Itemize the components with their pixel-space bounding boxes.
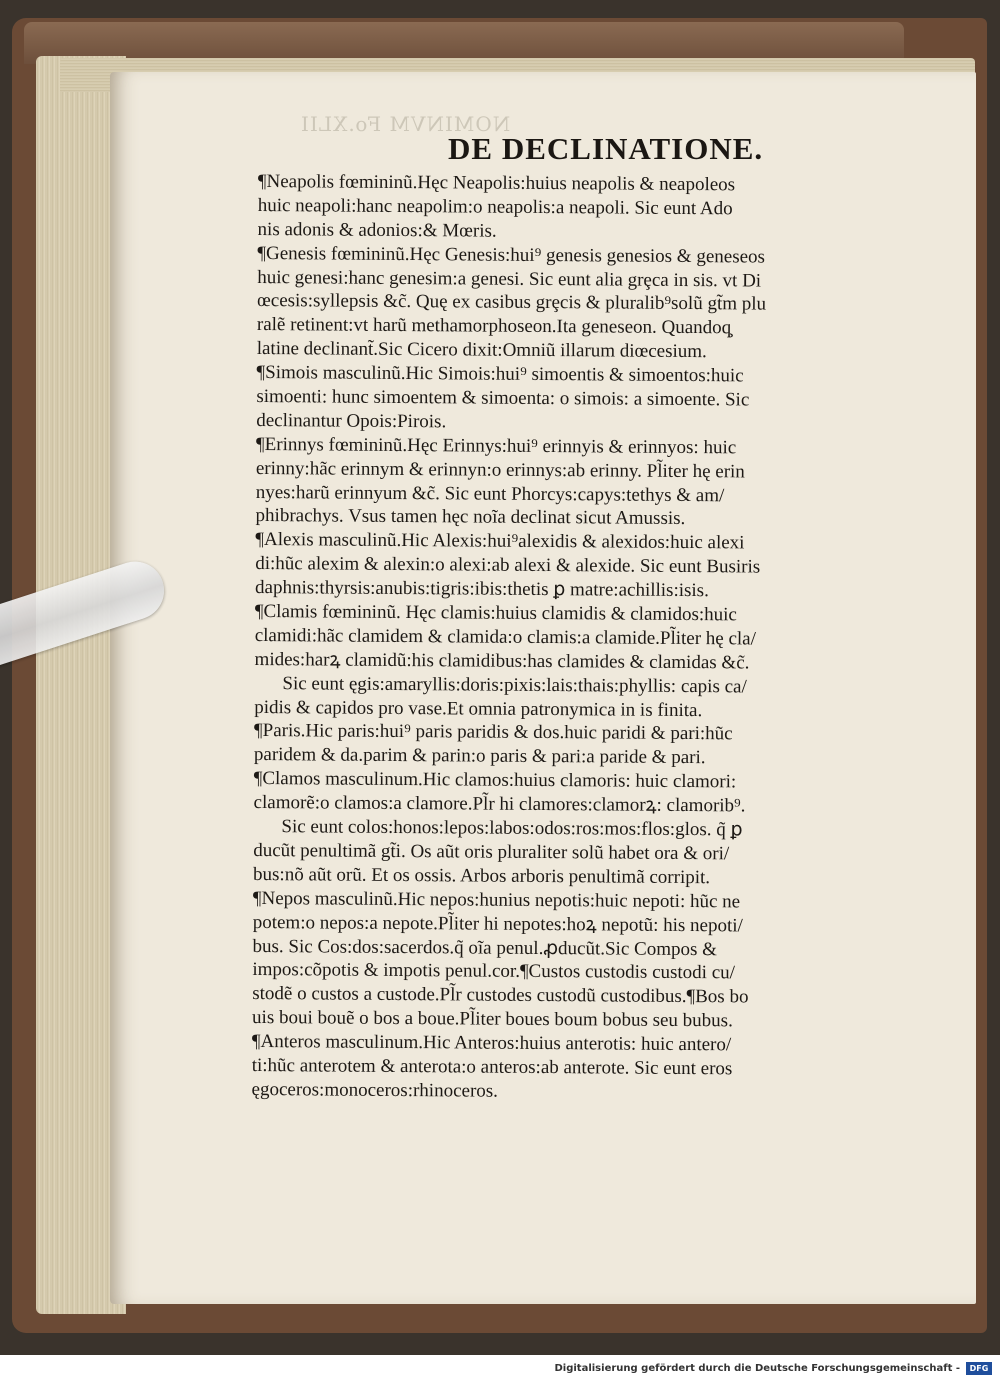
text-line: ¶Simois masculinũ.Hic Simois:hui⁹ simoentis & simoentos:huic bbox=[256, 362, 744, 387]
text-line: ¶Paris.Hic paris:hui⁹ paris paridis & dos.huic paridi & pari:hũc bbox=[254, 720, 733, 745]
text-line: ducũt penultimã gt̃i. Os aũt oris pluraliter solũ habet ora & ori/ bbox=[253, 839, 730, 865]
text-line: ¶Erinnys fœmininũ.Hęc Erinnys:hui⁹ erinnyis & erinnyos: huic bbox=[256, 433, 737, 459]
text-line: stodẽ o custos a custode.Pl̃r custodes custodũ custodibus.¶Bos bo bbox=[252, 983, 749, 1008]
text-line: erinny:hãc erinnym & erinnyn:o erinnys:ab erinny. Pl̃iter hę erin bbox=[255, 457, 745, 483]
page-title: DE DECLINATIONE. bbox=[448, 131, 764, 166]
text-line: ęgoceros:monoceros:rhinoceros. bbox=[251, 1078, 499, 1102]
text-line: huic genesi:hanc genesim:a genesi. Sic eunt alia grȩca in sis. vt Di bbox=[257, 266, 762, 292]
text-line: clamidi:hãc clamidem & clamida:o clamis:a clamide.Pl̃iter hę cla/ bbox=[254, 624, 757, 650]
page-body-text bbox=[251, 170, 887, 1106]
text-line: ralẽ retinent:vt harũ methamorphoseon.Ita geneseon. Quandoq̧ bbox=[256, 314, 732, 339]
text-line: declinantur Opois:Pirois. bbox=[256, 409, 447, 433]
text-line: di:hũc alexim & alexin:o alexi:ab alexi & alexide. Sic eunt Busiris bbox=[255, 553, 761, 578]
text-line: clamorẽ:o clamos:a clamore.Pl̃r hi clamores:clamorꝝ: clamorib⁹. bbox=[253, 792, 746, 817]
dfg-logo-icon: DFG bbox=[966, 1362, 992, 1375]
text-line: ¶Neapolis fœmininũ.Hęc Neapolis:huius neapolis & neapoleos bbox=[257, 170, 736, 196]
text-line: ti:hũc anterotem & anterota:o anteros:ab anterote. Sic eunt eros bbox=[251, 1054, 733, 1080]
text-line: nyes:harũ erinnyum &c̃. Sic eunt Phorcys:capys:tethys & am/ bbox=[255, 481, 725, 506]
text-line: daphnis:thyrsis:anubis:tigris:ibis:thetis ꝑ matre:achillis:isis. bbox=[255, 577, 709, 602]
text-line: pidis & capidos pro vase.Et omnia patronymica in is finita. bbox=[254, 696, 703, 721]
text-line: nis adonis & adonios:& Mœris. bbox=[257, 218, 497, 242]
footer-credit: Digitalisierung gefördert durch die Deutsche Forschungsgemeinschaft - bbox=[554, 1363, 960, 1374]
text-line: œcesis:syllepsis &c̃. Quę ex casibus grȩcis & pluralib⁹solũ gt̃m plu bbox=[257, 290, 767, 316]
text-line: Sic eunt colos:honos:lepos:labos:odos:ros:mos:flos:glos. q̃ ꝑ bbox=[281, 816, 743, 841]
text-line: ¶Clamis fœmininũ. Hęc clamis:huius clamidis & clamidos:huic bbox=[254, 601, 737, 626]
text-line: potem:o nepos:a nepote.Pl̃iter hi nepotes:hoꝝ nepotũ: his nepoti/ bbox=[252, 911, 743, 937]
text-line: bus:nõ aũt orũ. Et os ossis. Arbos arboris penultimã corripit. bbox=[253, 863, 711, 889]
text-line: paridem & da.parim & parin:o paris & pari:a paride & pari. bbox=[253, 744, 706, 769]
text-line: ¶Genesis fœmininũ.Hęc Genesis:hui⁹ genesis genesios & geneseos bbox=[257, 242, 766, 268]
text-line: latine declinant̃.Sic Cicero dixit:Omniũ illarum diœcesium. bbox=[256, 338, 707, 363]
text-line: ¶Anteros masculinum.Hic Anteros:huius anterotis: huic antero/ bbox=[251, 1031, 732, 1056]
text-line: ¶Alexis masculinũ.Hic Alexis:hui⁹alexidis & alexidos:huic alexi bbox=[255, 529, 745, 554]
text-line: ¶Clamos masculinum.Hic clamos:huius clamoris: huic clamori: bbox=[253, 768, 737, 793]
bleed-through-text: NOMINVM Fo.XLII bbox=[300, 112, 511, 136]
text-line: mides:harꝝ clamidũ:his clamidibus:has clamides & clamidas &c̃. bbox=[254, 648, 750, 674]
text-line: Sic eunt ęgis:amaryllis:doris:pixis:lais:thais:phyllis: capis ca/ bbox=[282, 672, 747, 698]
text-line: phibrachys. Vsus tamen hęc noĩa declinat sicut Amussis. bbox=[255, 505, 686, 530]
text-line: simoenti: hunc simoentem & simoenta: o simois: a simoente. Sic bbox=[256, 386, 750, 411]
text-line: uis boui bouẽ o bos a boue.Pl̃iter boues boum bobus seu bubus. bbox=[252, 1007, 733, 1032]
text-line: impos:cõpotis & impotis penul.cor.¶Custos custodis custodi cu/ bbox=[252, 959, 736, 984]
text-line: huic neapoli:hanc neapolim:o neapolis:a neapoli. Sic eunt Ado bbox=[257, 194, 733, 220]
text-line: ¶Nepos masculinũ.Hic nepos:hunius nepotis:huic nepoti: hũc ne bbox=[252, 887, 741, 913]
text-line: bus. Sic Cos:dos:sacerdos.q̃ oĩa penul.ꝓducũt.Sic Compos & bbox=[252, 935, 718, 960]
footer-bar bbox=[0, 1355, 1000, 1383]
